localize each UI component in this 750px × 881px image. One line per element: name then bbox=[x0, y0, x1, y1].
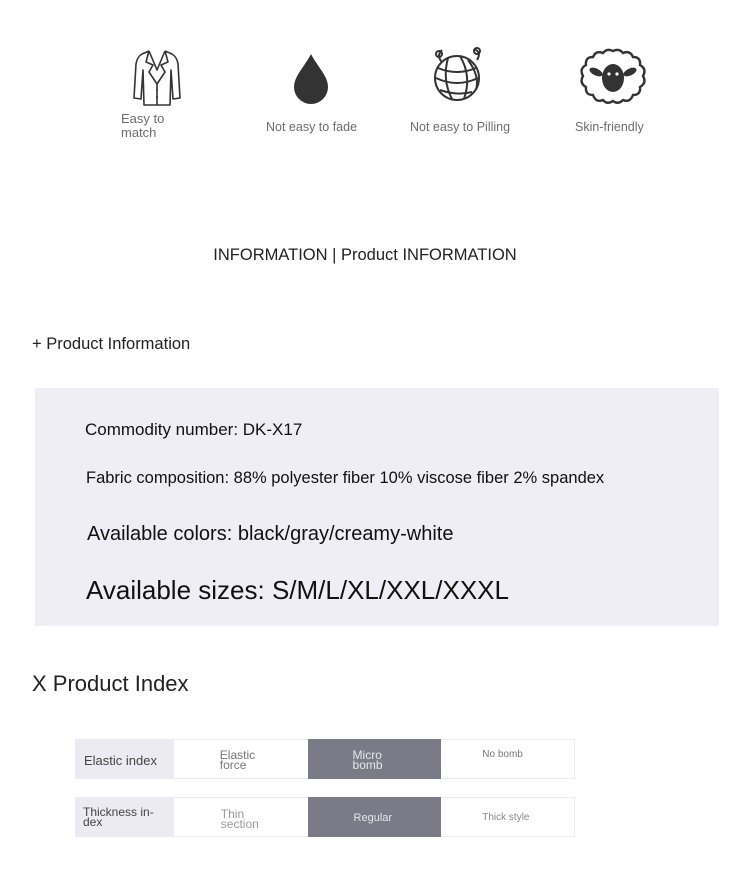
feature-not-easy-to-pilling bbox=[395, 46, 545, 146]
commodity-number: Commodity number: DK-X17 bbox=[85, 420, 303, 439]
feature-label: Not easy to fade bbox=[266, 120, 358, 134]
fabric-composition: Fabric composition: 88% polyester fiber 10% viscose fiber 2% spandex bbox=[86, 469, 605, 487]
index-option-text: Thick style bbox=[482, 812, 530, 823]
elastic-index-row bbox=[75, 739, 575, 779]
coat-icon bbox=[132, 48, 182, 106]
product-information-heading: + Product Information bbox=[32, 335, 191, 353]
feature-label: Skin-friendly bbox=[575, 120, 644, 134]
available-colors: Available colors: black/gray/creamy-white bbox=[87, 523, 454, 545]
index-option-text: Micro bomb bbox=[352, 748, 383, 772]
index-label-text: Elastic index bbox=[84, 753, 157, 768]
thickness-index-row bbox=[75, 797, 575, 837]
index-label bbox=[75, 739, 174, 779]
water-drop-icon bbox=[291, 52, 331, 104]
index-option-selected bbox=[308, 739, 442, 779]
sheep-icon bbox=[578, 48, 648, 106]
section-title: INFORMATION | Product INFORMATION bbox=[213, 246, 517, 264]
index-option bbox=[174, 739, 308, 779]
index-label bbox=[75, 797, 174, 837]
index-option-text: Elastic force bbox=[219, 748, 256, 772]
feature-skin-friendly bbox=[545, 46, 695, 146]
index-label-text: Thickness in-dex bbox=[83, 805, 154, 829]
feature-label: Not easy to Pilling bbox=[410, 120, 511, 134]
index-option bbox=[441, 739, 575, 779]
yarn-ball-icon bbox=[430, 46, 486, 106]
feature-easy-to-match bbox=[110, 46, 260, 146]
index-option-text: Thin section bbox=[220, 807, 259, 831]
index-option bbox=[174, 797, 308, 837]
index-option-selected bbox=[308, 797, 442, 837]
available-sizes: Available sizes: S/M/L/XL/XXL/XXXL bbox=[86, 575, 509, 605]
index-option-text: No bomb bbox=[482, 749, 523, 760]
product-index-heading: X Product Index bbox=[32, 671, 189, 696]
index-option-text: Regular bbox=[353, 812, 393, 824]
index-option bbox=[441, 797, 575, 837]
product-info-panel bbox=[35, 388, 719, 626]
feature-label: Easy to match bbox=[121, 111, 165, 140]
feature-not-easy-to-fade bbox=[245, 46, 395, 146]
